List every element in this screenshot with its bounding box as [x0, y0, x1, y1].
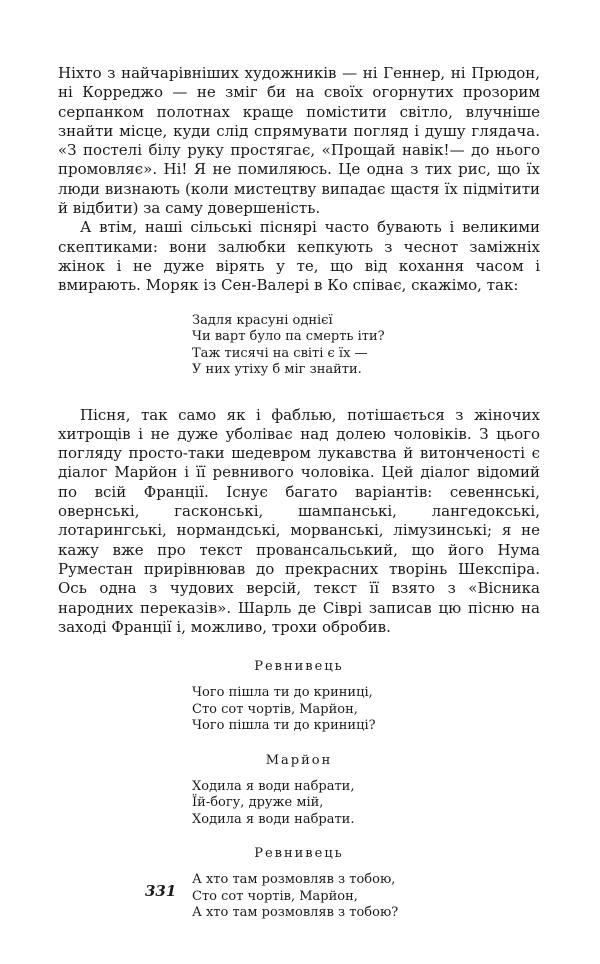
verse-line: Сто сот чортів, Марйон,	[192, 888, 358, 904]
speaker-marion: Марйон	[265, 752, 333, 768]
book-page	[58, 64, 540, 922]
speaker-jealous-husband: Ревнивець	[254, 846, 344, 862]
verse-line: А хто там розмовляв з тобою,	[192, 872, 396, 888]
verse-quatrain	[192, 313, 540, 379]
verse-line: Ходила я води набрати.	[192, 811, 355, 827]
paragraph-2: А втім, наші сільські піснярі часто бувають і великими скептиками: вони залюбки кепкують з чеснот заміжніх жінок і не дуже вірять у те, що від кохання часом і вмирають. Моряк із Сен-Валері в Ко співає, скажімо, так:	[58, 218, 540, 295]
paragraph-3: Пісня, так само як і фаблью, потішається з жіночих хитрощів і не дуже уболіває над долею чоловіків. З цього погляду просто-таки шедевром лукавства й витонченості є діалог Марйон і її ревнивого чоловіка. Цей діалог відомий по всій Франції. Існує багато варіантів: севеннські, овернські, гасконські, шампанські, лангедокські, лотарингські, нормандські, морванські, лімузинські; я не кажу вже про текст провансальський, що його Нума Руместан прирівнював до прекрасних творінь Шекспіра. Ось одна з чудових версій, текст її взято з «Вісника народних переказів». Шарль де Сіврі записав цю пісню на заході Франції і, можливо, трохи обробив.	[58, 405, 540, 636]
stanza-1	[192, 685, 540, 735]
verse-line: Таж тисячі на світі є їх —	[192, 345, 368, 361]
paragraph-1: Ніхто з найчарівніших художників — ні Геннер, ні Прюдон, ні Корреджо — не зміг би на своїх огорнутих прозорим серпанком полотнах краще помістити світло, влучніше знайти місце, куди слід спрямувати погляд і душу глядача. «З постелі білу руку простягає, «Прощай навік!— до нього промовляє». Ні! Я не помиляюсь. Це одна з тих рис, що їх люди визнають (коли мистецтву випадає щастя їх підмітити й відбити) за саму довершеність.	[58, 64, 540, 218]
verse-line: Задля красуні однієї	[192, 312, 333, 328]
verse-line: Сто сот чортів, Марйон,	[192, 701, 358, 717]
verse-line: Ходила я води набрати,	[192, 778, 355, 794]
speaker-jealous-husband: Ревнивець	[254, 659, 344, 675]
verse-line: У них утіху б міг знайти.	[192, 362, 362, 378]
verse-line: Чого пішла ти до криниці?	[192, 718, 376, 734]
page-number: 331	[145, 882, 177, 900]
verse-line: Чого пішла ти до криниці,	[192, 685, 373, 701]
verse-line: Їй-богу, друже мій,	[192, 795, 324, 811]
verse-line: Чи варт було па смерть іти?	[192, 329, 385, 345]
stanza-2	[192, 779, 540, 829]
verse-line: А хто там розмовляв з тобою?	[192, 905, 399, 921]
stanza-3	[192, 872, 540, 922]
